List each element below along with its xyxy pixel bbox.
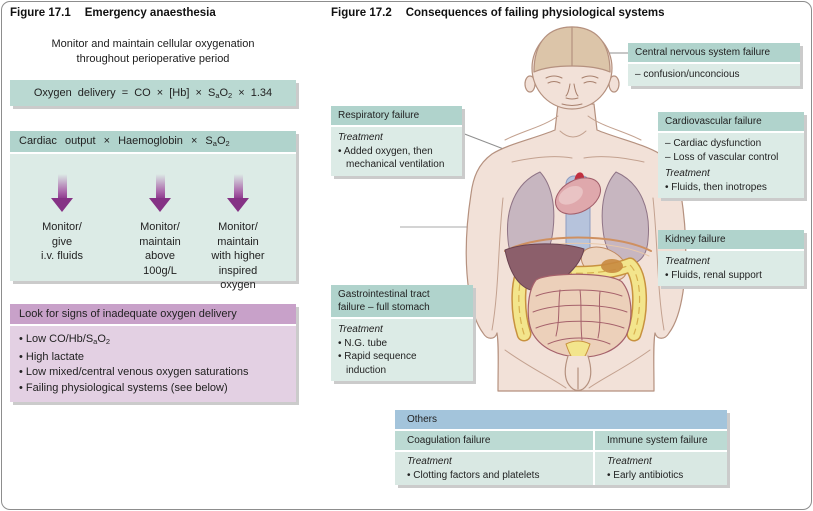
kidney-box-body <box>658 251 804 286</box>
figure-17-2-caption <box>331 7 665 19</box>
cardiac-output-box <box>10 131 296 291</box>
immune-body <box>595 452 727 485</box>
others-box <box>395 410 727 485</box>
respiratory-box-header: Respiratory failure <box>331 106 462 125</box>
respiratory-line-2: mechanical ventilation <box>346 159 445 170</box>
gi-failure-box <box>331 285 473 381</box>
coagulation-subheader: Coagulation failure <box>395 431 593 450</box>
respiratory-box-body <box>331 127 462 176</box>
oxygen-delivery-formula-box <box>10 80 296 106</box>
cardiac-header-sub-2: 2 <box>225 139 230 148</box>
col2-line: above <box>145 250 175 262</box>
gi-line-1: • N.G. tube <box>338 337 388 349</box>
col3-line: maintain <box>217 235 259 248</box>
figure-17-1-caption <box>10 7 216 19</box>
signs-bullet1-sub-a: a <box>93 337 98 346</box>
down-arrow-icon <box>149 174 171 212</box>
signs-box-header: Look for signs of inadequate oxygen delivery <box>10 304 296 324</box>
cardiovascular-treatment-label: Treatment <box>665 168 710 179</box>
col2-line: 100g/L <box>143 264 177 277</box>
cns-box-body <box>628 64 800 86</box>
down-arrow-icon <box>227 174 249 212</box>
col3-line: Monitor/ <box>218 221 258 233</box>
others-bodies <box>395 452 727 485</box>
immune-line-1: • Early antibiotics <box>607 469 684 481</box>
col1-line: give <box>51 235 73 248</box>
kidney-box-header: Kidney failure <box>658 230 804 249</box>
cns-line-1: – confusion/unconcious <box>635 69 740 80</box>
immune-subheader: Immune system failure <box>595 431 727 450</box>
immune-treatment-label: Treatment <box>607 456 652 467</box>
signs-bullet-3: • Low mixed/central venous oxygen saturations <box>19 366 249 378</box>
signs-bullet1-o: O <box>97 333 106 345</box>
cardiovascular-failure-box <box>658 112 804 198</box>
cardiovascular-box-body <box>658 133 804 198</box>
intro-text <box>10 37 296 67</box>
figure-17-2-label: Figure 17.2 <box>331 7 392 19</box>
cardiac-box-body <box>10 154 296 291</box>
cardiovascular-box-header: Cardiovascular failure <box>658 112 804 131</box>
cardiac-header-pre: Cardiac output × Haemoglobin × S <box>19 135 213 147</box>
cardiovascular-line-2: – Loss of vascular control <box>665 151 779 163</box>
head <box>525 27 619 109</box>
kidney-line-1: • Fluids, renal support <box>665 269 762 281</box>
gi-box-body <box>331 319 473 381</box>
signs-bullet1-sub-2: 2 <box>105 337 111 346</box>
coagulation-body <box>395 452 593 485</box>
intro-line-2: throughout perioperative period <box>76 53 230 65</box>
gi-treatment-label: Treatment <box>338 324 383 335</box>
cardiovascular-line-3: • Fluids, then inotropes <box>665 181 767 193</box>
formula-sub-a: a <box>215 90 220 100</box>
respiratory-failure-box <box>331 106 462 176</box>
col2-line: Monitor/ <box>140 221 180 233</box>
cardiac-box-header <box>10 131 296 152</box>
cardiac-header-o: O <box>216 135 226 147</box>
figure-17-2-title: Consequences of failing physiological systems <box>405 7 665 19</box>
col1-line: Monitor/ <box>42 221 82 233</box>
signs-bullet-4: • Failing physiological systems (see below) <box>19 381 228 394</box>
coagulation-line-1: • Clotting factors and platelets <box>407 469 540 481</box>
others-header: Others <box>395 410 727 429</box>
genitals <box>565 356 590 391</box>
formula-o: O <box>219 86 229 99</box>
cardiac-column-1 <box>16 220 108 264</box>
coagulation-treatment-label: Treatment <box>407 456 452 467</box>
respiratory-treatment-label: Treatment <box>338 132 383 143</box>
respiratory-line-1: • Added oxygen, then <box>338 145 433 157</box>
signs-bullet1-pre: • Low CO/Hb/S <box>19 333 94 345</box>
col3-line: oxygen <box>220 279 256 291</box>
gi-line-2: • Rapid sequence <box>338 351 417 362</box>
gi-box-header <box>331 285 473 317</box>
col1-line: i.v. fluids <box>41 250 83 262</box>
cns-failure-box <box>628 43 800 86</box>
col2-line: maintain <box>139 235 181 248</box>
cardiac-header-sub-a: a <box>212 139 217 148</box>
gi-header-line-1: Gastrointestinal tract <box>338 289 430 300</box>
colon-patch-right <box>601 259 623 273</box>
gi-line-3: induction <box>346 364 387 376</box>
formula-pre: Oxygen delivery = CO × [Hb] × S <box>33 86 216 99</box>
formula-sub-2: 2 <box>228 90 233 100</box>
cardiac-column-3 <box>192 220 284 293</box>
col3-line: inspired <box>218 264 258 277</box>
signs-bullet-2: • High lactate <box>19 350 84 363</box>
figure-17-1-title: Emergency anaesthesia <box>84 7 216 19</box>
signs-box-body <box>10 326 296 402</box>
signs-bullet-1 <box>19 332 287 350</box>
gi-header-line-2: failure – full stomach <box>338 302 430 313</box>
col3-line: with higher <box>211 250 265 262</box>
intro-line-1: Monitor and maintain cellular oxygenation <box>51 38 255 50</box>
formula-post: × 1.34 <box>232 86 273 99</box>
cardiovascular-line-1: – Cardiac dysfunction <box>665 138 762 149</box>
figure-17-1-label: Figure 17.1 <box>10 7 71 19</box>
kidney-failure-box <box>658 230 804 286</box>
inadequate-oxygen-signs-box <box>10 304 296 402</box>
oxygen-formula <box>34 87 272 100</box>
down-arrow-icon <box>51 174 73 212</box>
cns-box-header: Central nervous system failure <box>628 43 800 62</box>
kidney-treatment-label: Treatment <box>665 256 710 267</box>
others-subheaders <box>395 431 727 450</box>
